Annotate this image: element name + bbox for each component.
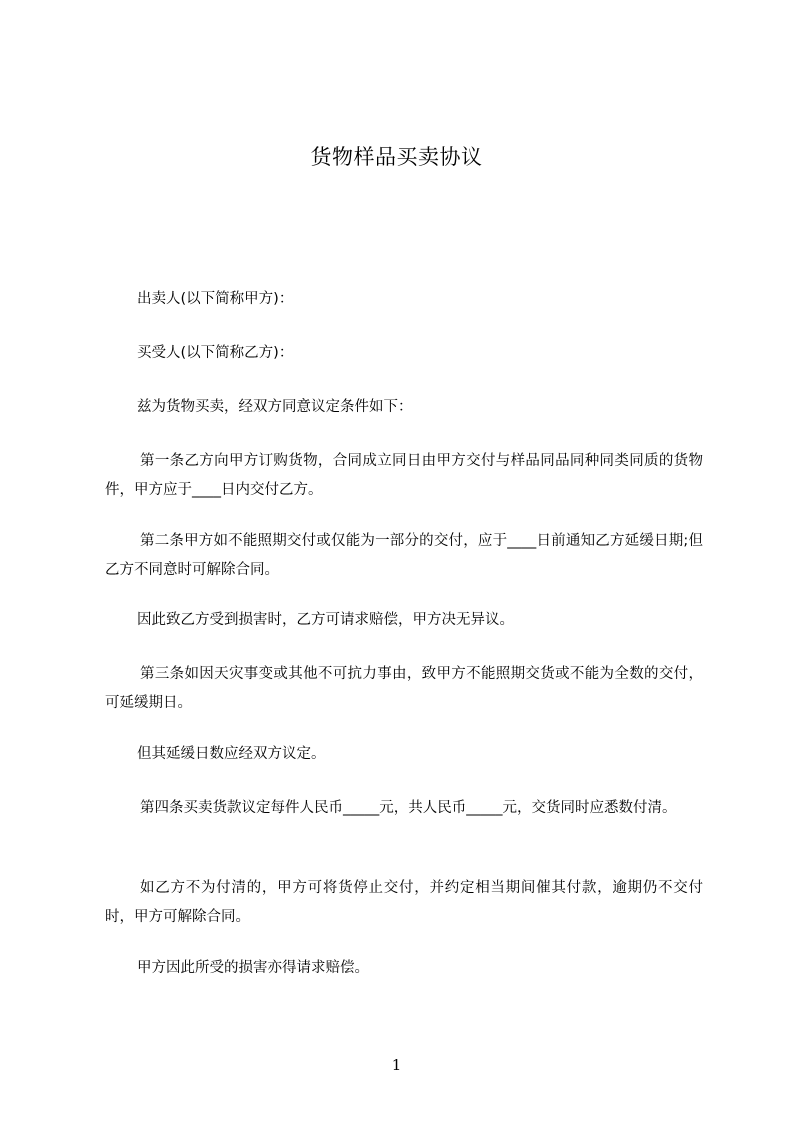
page-number: 1 (391, 1056, 402, 1074)
paragraph-buyer: 买受人(以下简称乙方)： (137, 345, 294, 361)
paragraph-article-2: 第二条甲方如不能照期交付或仅能为一部分的交付，应于____日前通知乙方延缓日期;但乙方不同意时可解除合同。 (105, 533, 703, 578)
paragraph-article-1: 第一条乙方向甲方订购货物，合同成立同日由甲方交付与样品同品同种同类同质的货物件，甲方应于____日内交付乙方。 (105, 453, 703, 498)
paragraph-article-4: 第四条买卖货款议定每件人民币_____元，共人民币_____元，交货同时应悉数付清。 (140, 800, 677, 816)
paragraph-article-4-nonpayment: 如乙方不为付清的，甲方可将货停止交付，并约定相当期间催其付款，逾期仍不交付时，甲方可解除合同。 (105, 880, 703, 925)
paragraph-article-2-damages: 因此致乙方受到损害时，乙方可请求赔偿，甲方决无异议。 (137, 612, 514, 628)
paragraph-seller: 出卖人(以下简称甲方)： (137, 291, 294, 307)
document-title: 货物样品买卖协议 (310, 145, 483, 169)
paragraph-article-3: 第三条如因天灾事变或其他不可抗力事由，致甲方不能照期交货或不能为全数的交付，可延缓期日。 (105, 666, 703, 711)
paragraph-article-3-extension: 但其延缓日数应经双方议定。 (137, 746, 326, 762)
paragraph-article-4-damages: 甲方因此所受的损害亦得请求赔偿。 (137, 960, 369, 976)
paragraph-preamble: 兹为货物买卖，经双方同意议定条件如下： (137, 399, 413, 415)
